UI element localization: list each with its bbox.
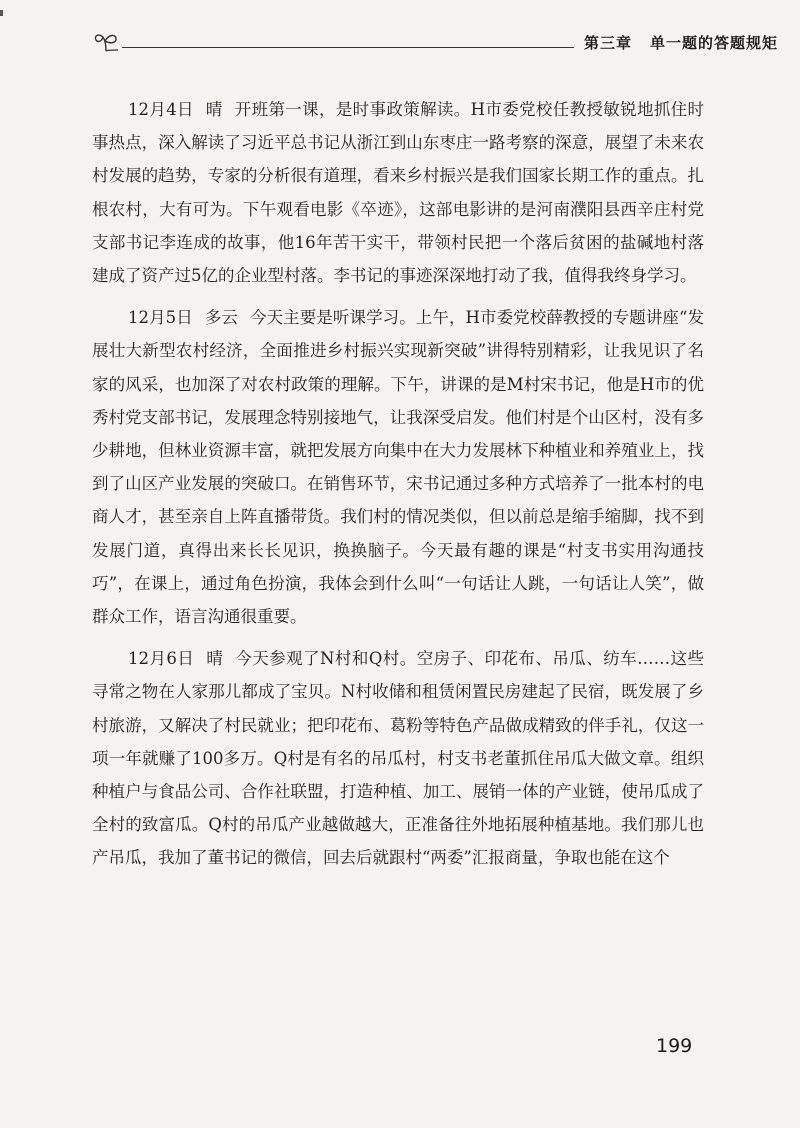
diary-entry — [92, 642, 704, 874]
entry-weather: 晴 — [205, 100, 223, 119]
entry-weather: 晴 — [206, 649, 224, 669]
section-title: 单一题的答题规矩 — [650, 34, 779, 52]
entry-text: 今天参观了N村和Q村。空房子、印花布、吊瓜、纺车……这些寻常之物在人家那儿都成了宝贝。N村收储和租赁闲置民房建起了民宿，既发展了乡村旅游，又解决了村民就业；把印花布、葛粉等特色产品做成精致的伴手礼，仅这一项一年就赚了100多万。Q村是有名的吊瓜村，村支书老董抓住吊瓜大做文章。组织种植户与食品公司、合作社联盟，打造种植、加工、展销一体的产业链，使吊瓜成了全村的致富瓜。Q村的吊瓜产业越做越大，正准备往外地拓展种植基地。我们那儿也产吊瓜，我加了董书记的微信，回去后就跟村“两委”汇报商量，争取也能在这个 — [92, 649, 704, 868]
scan-edge-mark — [0, 10, 3, 16]
header-rule — [122, 47, 574, 48]
diary-body — [92, 93, 704, 884]
entry-date: 12月6日 — [128, 649, 195, 669]
header-title — [584, 32, 778, 53]
page-number: 199 — [656, 1035, 693, 1057]
diary-entry — [92, 93, 704, 292]
entry-weather: 多云 — [204, 308, 238, 328]
entry-date: 12月4日 — [128, 100, 194, 119]
entry-text: 开班第一课，是时事政策解读。H市委党校任教授敏锐地抓住时事热点，深入解读了习近平总书记从浙江到山东枣庄一路考察的深意，展望了未来农村发展的趋势，专家的分析很有道理，看来乡村振兴是我们国家长期工作的重点。扎根农村，大有可为。下午观看电影《卒迹》，这部电影讲的是河南濮阳县西辛庄村党支部书记李连成的故事，他16年苦干实干，带领村民把一个落后贫困的盐碱地村落建成了资产过5亿的企业型村落。李书记的事迹深深地打动了我，值得我终身学习。 — [92, 100, 705, 286]
entry-date: 12月5日 — [128, 308, 193, 328]
sprout-icon — [92, 30, 120, 52]
entry-text: 今天主要是听课学习。上午，H市委党校薛教授的专题讲座“发展壮大新型农村经济，全面推进乡村振兴实现新突破”讲得特别精彩，让我见识了名家的风采，也加深了对农村政策的理解。下午，讲课的是M村宋书记，他是H市的优秀村党支部书记，发展理念特别接地气，让我深受启发。他们村是个山区村，没有多少耕地，但林业资源丰富，就把发展方向集中在大力发展林下种植业和养殖业上，找到了山区产业发展的突破口。在销售环节，宋书记通过多种方式培养了一批本村的电商人才，甚至亲自上阵直播带货。我们村的情况类似，但以前总是缩手缩脚，找不到发展门道，真得出来长长见识，换换脑子。今天最有趣的课是“村支书实用沟通技巧”，在课上，通过角色扮演，我体会到什么叫“一句话让人跳，一句话让人笑”，做群众工作，语言沟通很重要。 — [92, 308, 705, 627]
running-header — [92, 28, 779, 54]
chapter-label: 第三章 — [584, 34, 633, 52]
diary-entry — [92, 301, 704, 633]
